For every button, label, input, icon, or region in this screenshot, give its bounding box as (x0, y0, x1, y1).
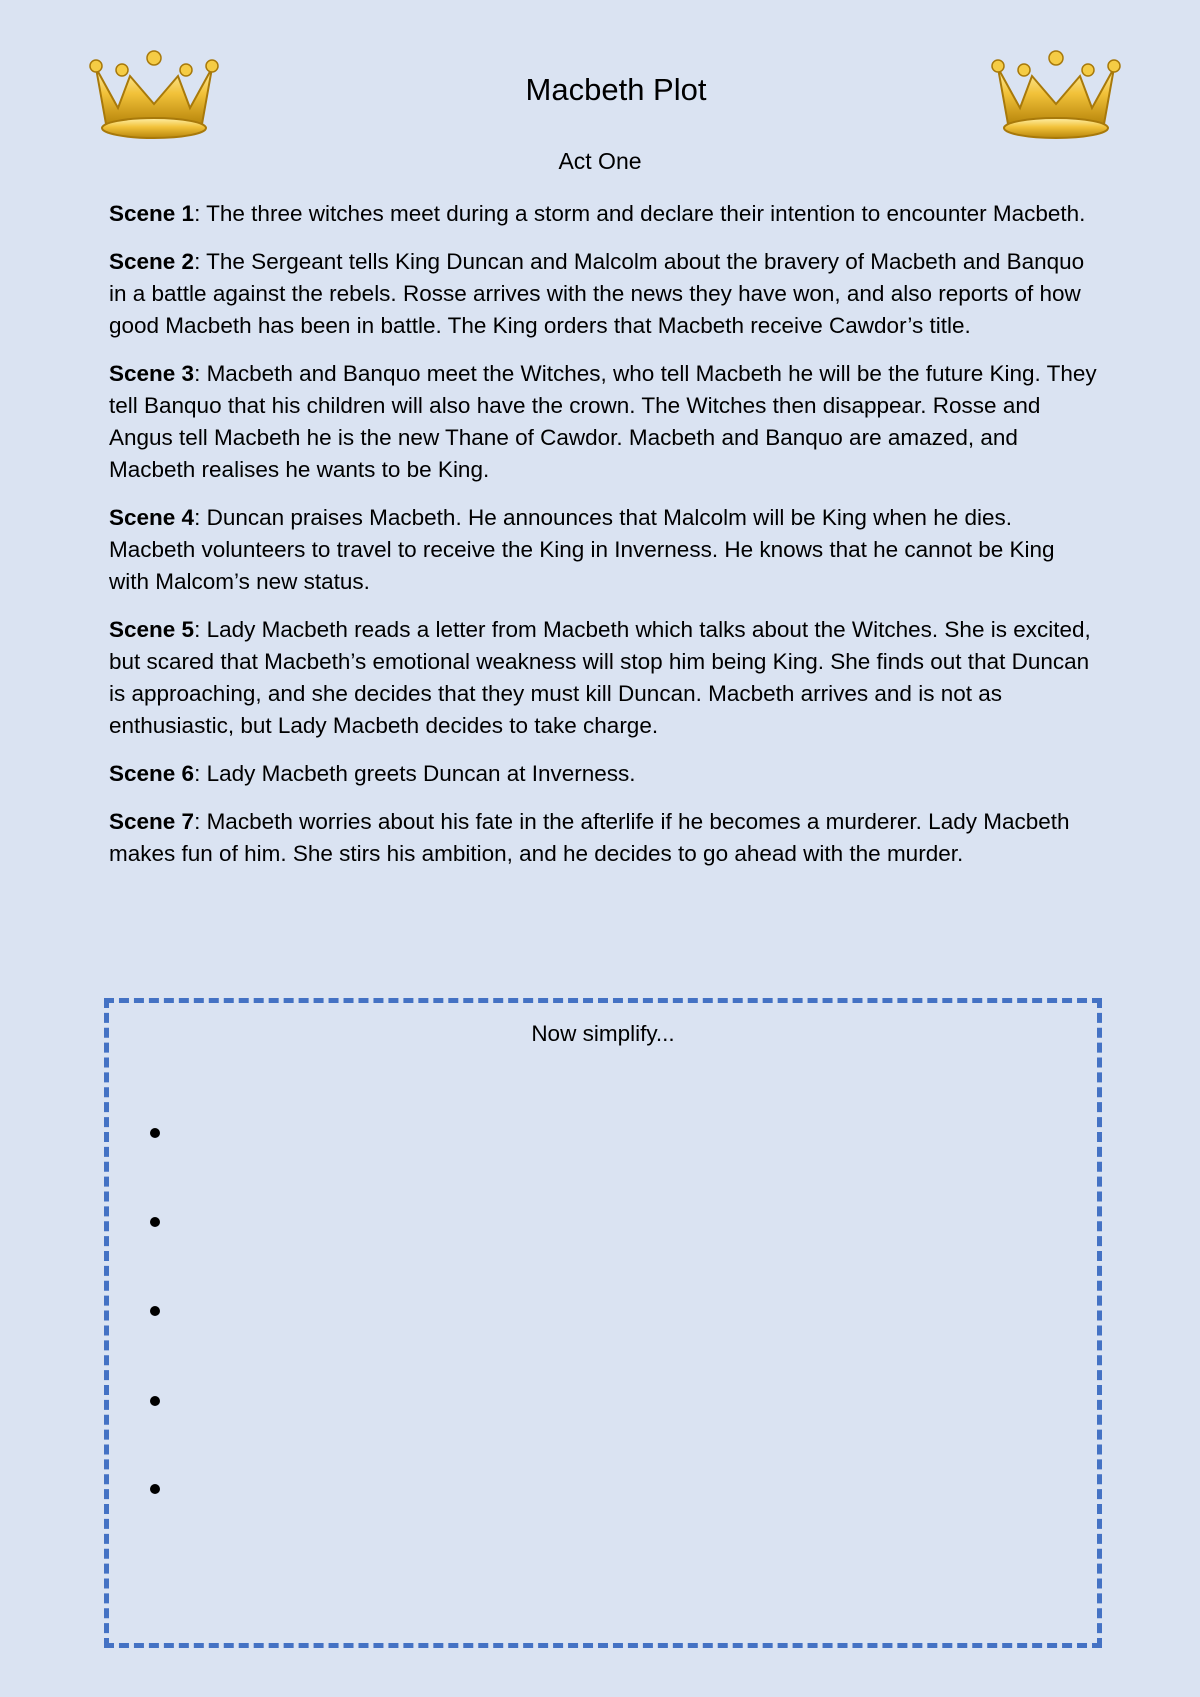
scene-label: Scene 7 (109, 809, 195, 834)
scene-list (109, 198, 1099, 886)
bullet-point (150, 1484, 160, 1494)
scene-label: Scene 3 (109, 361, 195, 386)
scene-label: Scene 4 (109, 505, 195, 530)
scene-text: : The Sergeant tells King Duncan and Malcolm about the bravery of Macbeth and Banquo in a battle against the rebels. Rosse arrives with the news they have won, and also reports of how good Macbeth has been in battle. The King orders that Macbeth receive Cawdor’s title. (109, 249, 1085, 338)
act-heading: Act One (558, 148, 642, 174)
bullet-point (150, 1128, 160, 1138)
scene-3 (109, 358, 1099, 486)
scene-6 (109, 758, 1099, 790)
scene-5 (109, 614, 1099, 742)
scene-1 (109, 198, 1099, 230)
scene-text: : Lady Macbeth greets Duncan at Inverness. (194, 761, 636, 786)
scene-label: Scene 1 (109, 201, 195, 226)
bullet-point (150, 1217, 160, 1227)
simplify-title: Now simplify... (531, 1021, 675, 1046)
scene-text: : Macbeth worries about his fate in the afterlife if he becomes a murderer. Lady Macbeth makes fun of him. She stirs his ambition, and he decides to go ahead with the murder. (109, 809, 1070, 866)
bullet-point (150, 1306, 160, 1316)
scene-label: Scene 6 (109, 761, 195, 786)
scene-text: : Duncan praises Macbeth. He announces that Malcolm will be King when he dies. Macbeth volunteers to travel to receive the King in Inverness. He knows that he cannot be King with Malcom’s new status. (109, 505, 1055, 594)
simplify-box[interactable] (104, 998, 1102, 1648)
scene-text: : Lady Macbeth reads a letter from Macbeth which talks about the Witches. She is excited, but scared that Macbeth’s emotional weakness will stop him being King. She finds out that Duncan is approaching, and she decides that they must kill Duncan. Macbeth arrives and is not as enthusiastic, but Lady Macbeth decides to take charge. (109, 617, 1091, 738)
scene-label: Scene 5 (109, 617, 195, 642)
scene-label: Scene 2 (109, 249, 195, 274)
bullet-point (150, 1396, 160, 1406)
scene-4 (109, 502, 1099, 598)
scene-7 (109, 806, 1099, 870)
scene-text: : Macbeth and Banquo meet the Witches, who tell Macbeth he will be the future King. They tell Banquo that his children will also have the crown. The Witches then disappear. Rosse and Angus tell Macbeth he is the new Thane of Cawdor. Macbeth and Banquo are amazed, and Macbeth realises he wants to be King. (109, 361, 1097, 482)
page-title: Macbeth Plot (525, 72, 707, 107)
scene-text: : The three witches meet during a storm and declare their intention to encounter Macbeth. (194, 201, 1086, 226)
scene-2 (109, 246, 1099, 342)
